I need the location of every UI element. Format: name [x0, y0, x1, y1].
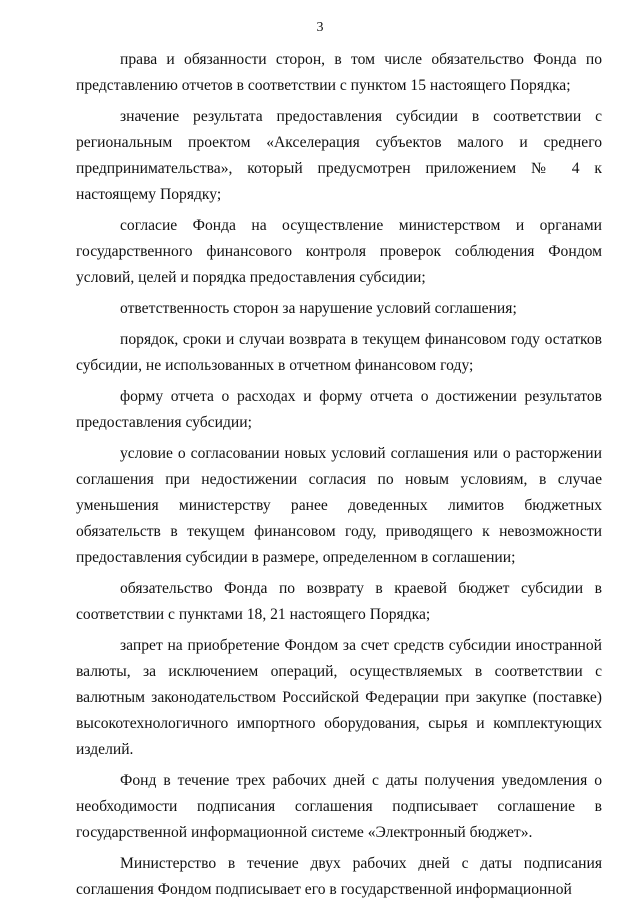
paragraph: ответственность сторон за нарушение условий соглашения; [120, 300, 517, 317]
document-body [76, 47, 602, 908]
paragraph: Фонд в течение трех рабочих дней с даты получения уведомления о необходимости подписания соглашения подписывает соглашение в государственной информационной системе «Электронный бюджет». [76, 772, 602, 841]
paragraph: права и обязанности сторон, в том числе обязательство Фонда по представлению отчетов в соответствии с пунктом 15 настоящего Порядка; [76, 51, 602, 94]
paragraph: согласие Фонда на осуществление министерством и органами государственного финансового контроля проверок соблюдения Фондом условий, целей и порядка предоставления субсидии; [76, 217, 602, 286]
paragraph: запрет на приобретение Фондом за счет средств субсидии иностранной валюты, за исключением операций, осуществляемых в соответствии с валютным законодательством Российской Федерации при закупке (поставке) высокотехнологичного импортного оборудования, сырья и комплектующих изделий. [76, 637, 602, 758]
paragraph: обязательство Фонда по возврату в краевой бюджет субсидии в соответствии с пунктами 18, 21 настоящего Порядка; [76, 580, 602, 623]
page-number: 3 [316, 20, 324, 35]
paragraph: порядок, сроки и случаи возврата в текущем финансовом году остатков субсидии, не использованных в отчетном финансовом году; [76, 331, 602, 374]
paragraph: Министерство в течение двух рабочих дней с даты подписания соглашения Фондом подписывает его в государственной информационной [76, 855, 602, 898]
paragraph: форму отчета о расходах и форму отчета о достижении результатов предоставления субсидии; [76, 388, 602, 431]
paragraph: значение результата предоставления субсидии в соответствии с региональным проектом «Акселерация субъектов малого и среднего предпринимательства», который предусмотрен приложением № 4 к настоящему Порядку; [76, 108, 602, 203]
paragraph: условие о согласовании новых условий соглашения или о расторжении соглашения при недостижении согласия по новым условиям, в случае уменьшения министерству ранее доведенных лимитов бюджетных обязательств в текущем финансовом году, приводящего к невозможности предоставления субсидии в размере, определенном в соглашении; [76, 445, 602, 566]
